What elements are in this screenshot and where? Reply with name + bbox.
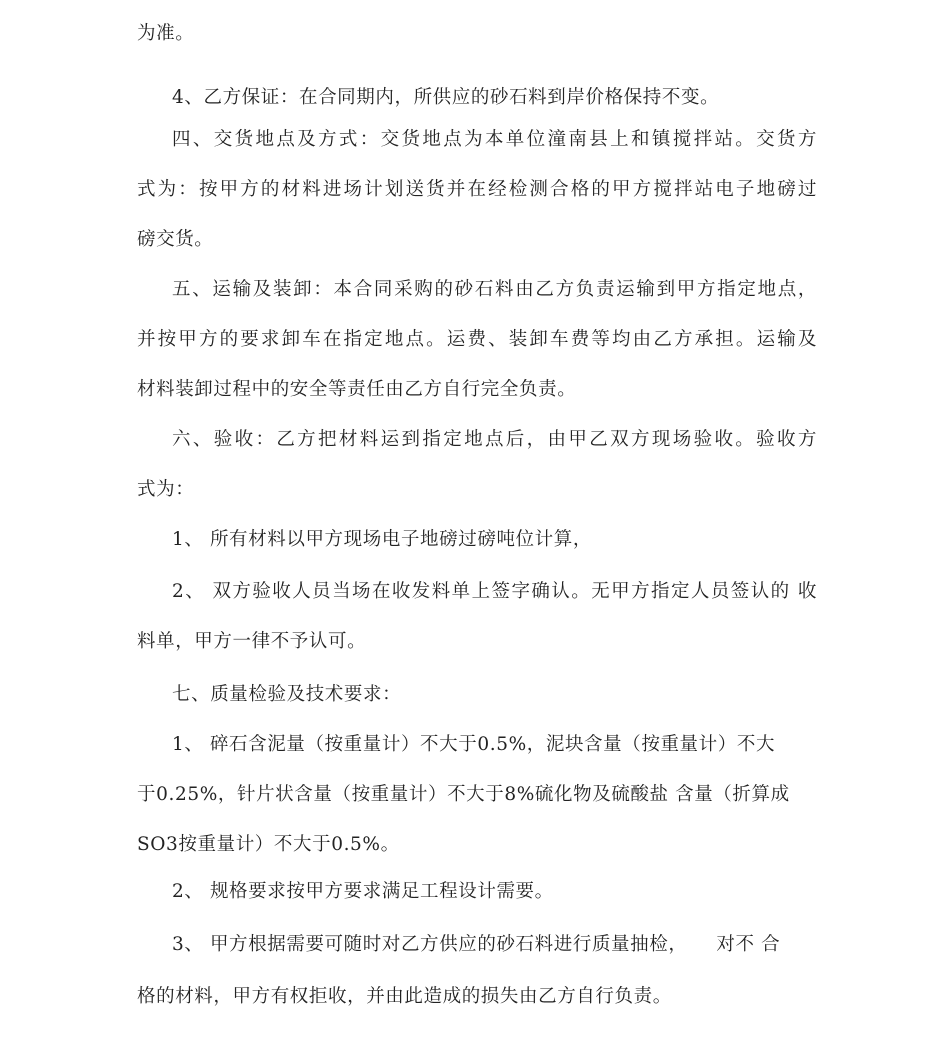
text-line: 于0.25%，针片状含量（按重量计）不大于8%硫化物及硫酸盐 含量（折算成 xyxy=(137,784,790,805)
text-line: 式为：按甲方的材料进场计划送货并在经检测合格的甲方搅拌站电子地磅过 xyxy=(137,179,817,200)
text-line: 六、验收：乙方把材料运到指定地点后，由甲乙双方现场验收。验收方 xyxy=(172,429,817,450)
text-line: 式为： xyxy=(137,479,195,500)
text-line: 4、乙方保证：在合同期内，所供应的砂石料到岸价格保持不变。 xyxy=(172,87,720,108)
text-line: 料单，甲方一律不予认可。 xyxy=(137,631,367,652)
text-line: 四、交货地点及方式：交货地点为本单位潼南县上和镇搅拌站。交货方 xyxy=(172,129,817,150)
text-line: 1、 所有材料以甲方现场电子地磅过磅吨位计算， xyxy=(172,529,592,550)
text-line: SO3按重量计）不大于0.5%。 xyxy=(137,834,400,855)
text-line: 3、 甲方根据需要可随时对乙方供应的砂石料进行质量抽检， 对不 合 xyxy=(172,934,781,955)
text-line: 2、 双方验收人员当场在收发料单上签字确认。无甲方指定人员签认的 收 xyxy=(172,581,817,602)
text-line: 格的材料，甲方有权拒收，并由此造成的损失由乙方自行负责。 xyxy=(137,986,672,1007)
text-line: 五、运输及装卸：本合同采购的砂石料由乙方负责运输到甲方指定地点， xyxy=(172,279,817,300)
text-line: 为准。 xyxy=(137,23,195,44)
text-line: 1、 碎石含泥量（按重量计）不大于0.5%，泥块含量（按重量计）不大 xyxy=(172,734,776,755)
text-line: 材料装卸过程中的安全等责任由乙方自行完全负责。 xyxy=(137,379,577,400)
text-line: 并按甲方的要求卸车在指定地点。运费、装卸车费等均由乙方承担。运输及 xyxy=(137,329,817,350)
text-line: 七、质量检验及技术要求： xyxy=(172,684,402,705)
text-line: 磅交货。 xyxy=(137,229,214,250)
text-line: 2、 规格要求按甲方要求满足工程设计需要。 xyxy=(172,881,554,902)
